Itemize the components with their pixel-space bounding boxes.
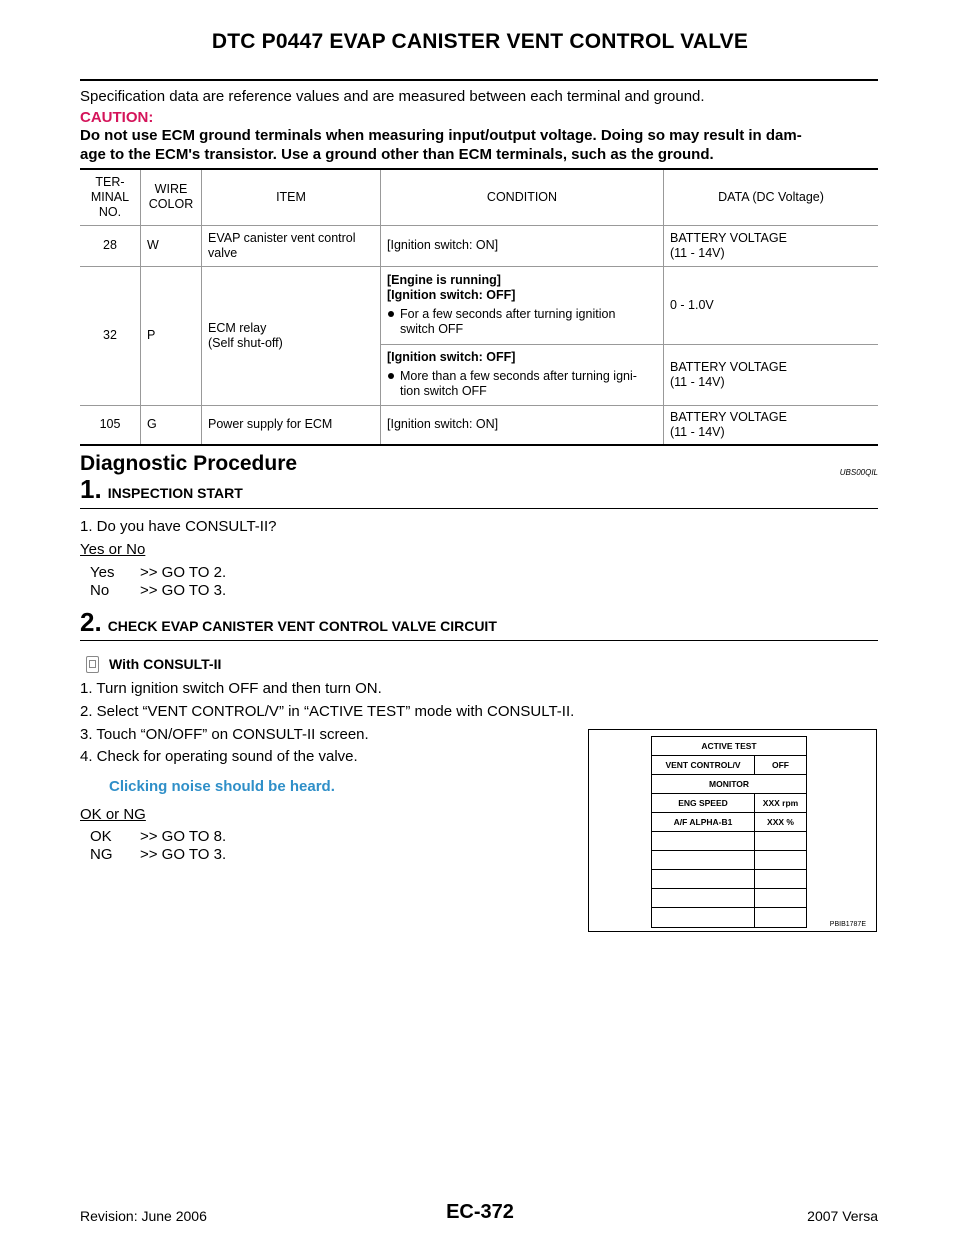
bullet-icon: [388, 373, 394, 379]
step-2-item-2: 2. Select “VENT CONTROL/V” in “ACTIVE TEST” mode with CONSULT-II.: [80, 703, 575, 720]
step-2-answer-ng: NG >> GO TO 3.: [90, 846, 227, 863]
section-title: Diagnostic Procedure: [80, 452, 298, 475]
cell-wire: P: [141, 266, 202, 405]
step-1-answer-no: No >> GO TO 3.: [90, 582, 227, 599]
caution-line-2: age to the ECM's transistor. Use a ground other than ECM terminals, such as the ground.: [80, 146, 714, 163]
footer-model: 2007 Versa: [807, 1208, 878, 1224]
cell-data: BATTERY VOLTAGE (11 - 14V): [664, 225, 879, 266]
caution-label: CAUTION:: [80, 109, 154, 126]
step-2-heading: 2. CHECK EVAP CANISTER VENT CONTROL VALVE CIRCUIT: [80, 607, 497, 637]
table-row: [80, 266, 878, 344]
header-item: ITEM: [202, 169, 381, 225]
consult-screen-figure: [588, 729, 877, 932]
cell-item: ECM relay (Self shut-off): [202, 266, 381, 405]
cell-terminal: 28: [80, 225, 141, 266]
cell-data: BATTERY VOLTAGE (11 - 14V): [664, 344, 879, 405]
step-2-rule: [80, 640, 878, 641]
caution-text: [80, 126, 880, 164]
step-2-item-3: 3. Touch “ON/OFF” on CONSULT-II screen.: [80, 726, 369, 743]
cell-terminal: 105: [80, 405, 141, 445]
cell-data: BATTERY VOLTAGE (11 - 14V): [664, 405, 879, 445]
cell-condition: [Ignition switch: ON]: [381, 405, 664, 445]
condition-bullet: More than a few seconds after turning igni- tion switch OFF: [387, 369, 657, 399]
cell-condition: [Engine is running] [Ignition switch: OFF] For a few seconds after turning ignition switch OFF: [381, 266, 664, 344]
screen-row-monitor: MONITOR: [652, 775, 806, 794]
screen-row-af-alpha: A/F ALPHA-B1 XXX %: [652, 813, 806, 832]
footer-page-number: EC-372: [446, 1201, 514, 1223]
screen-row-empty: [652, 908, 806, 927]
step-2-choice: OK or NG: [80, 806, 146, 823]
step-1-question: 1. Do you have CONSULT-II?: [80, 518, 277, 535]
screen-row-vent: VENT CONTROL/V OFF: [652, 756, 806, 775]
step-2-answer-ok: OK >> GO TO 8.: [90, 828, 227, 845]
bullet-icon: [388, 311, 394, 317]
intro-text: Specification data are reference values and are measured between each terminal and ground.: [80, 88, 705, 105]
header-wire-color: WIRE COLOR: [141, 169, 202, 225]
cell-wire: W: [141, 225, 202, 266]
table-row: [80, 225, 878, 266]
step-1-choice: Yes or No: [80, 541, 146, 558]
step-1-rule: [80, 508, 878, 509]
screen-row-active-test: ACTIVE TEST: [652, 737, 806, 756]
with-consult-label: With CONSULT-II: [109, 656, 222, 672]
consult-screen: [651, 736, 807, 928]
cell-data: 0 - 1.0V: [664, 266, 879, 344]
caution-line-1: Do not use ECM ground terminals when measuring input/output voltage. Doing so may result in dam-: [80, 127, 802, 144]
screen-row-empty: [652, 889, 806, 908]
figure-code: PBIB1787E: [829, 921, 866, 928]
step-1-heading: 1. INSPECTION START: [80, 474, 243, 504]
consult-tool-icon: [86, 656, 99, 673]
screen-row-empty: [652, 832, 806, 851]
header-terminal: TER- MINAL NO.: [80, 169, 141, 225]
cell-item: Power supply for ECM: [202, 405, 381, 445]
cell-terminal: 32: [80, 266, 141, 405]
page-title: DTC P0447 EVAP CANISTER VENT CONTROL VALVE: [211, 30, 749, 53]
cell-wire: G: [141, 405, 202, 445]
screen-row-eng-speed: ENG SPEED XXX rpm: [652, 794, 806, 813]
screen-row-empty: [652, 870, 806, 889]
condition-bullet: For a few seconds after turning ignition switch OFF: [387, 307, 657, 337]
terminal-spec-table: [80, 168, 878, 446]
section-code: UBS00QIL: [839, 468, 878, 477]
header-data: DATA (DC Voltage): [664, 169, 879, 225]
step-2-item-1: 1. Turn ignition switch OFF and then turn ON.: [80, 680, 382, 697]
cell-item: EVAP canister vent control valve: [202, 225, 381, 266]
table-row: [80, 405, 878, 445]
cell-condition: [Ignition switch: OFF] More than a few seconds after turning igni- tion switch OFF: [381, 344, 664, 405]
footer-revision: Revision: June 2006: [80, 1208, 207, 1224]
cell-condition: [Ignition switch: ON]: [381, 225, 664, 266]
title-rule: [80, 79, 878, 81]
screen-row-empty: [652, 851, 806, 870]
header-condition: CONDITION: [381, 169, 664, 225]
step-1-answer-yes: Yes >> GO TO 2.: [90, 564, 227, 581]
expected-result: Clicking noise should be heard.: [109, 778, 335, 795]
step-2-item-4: 4. Check for operating sound of the valve.: [80, 748, 358, 765]
